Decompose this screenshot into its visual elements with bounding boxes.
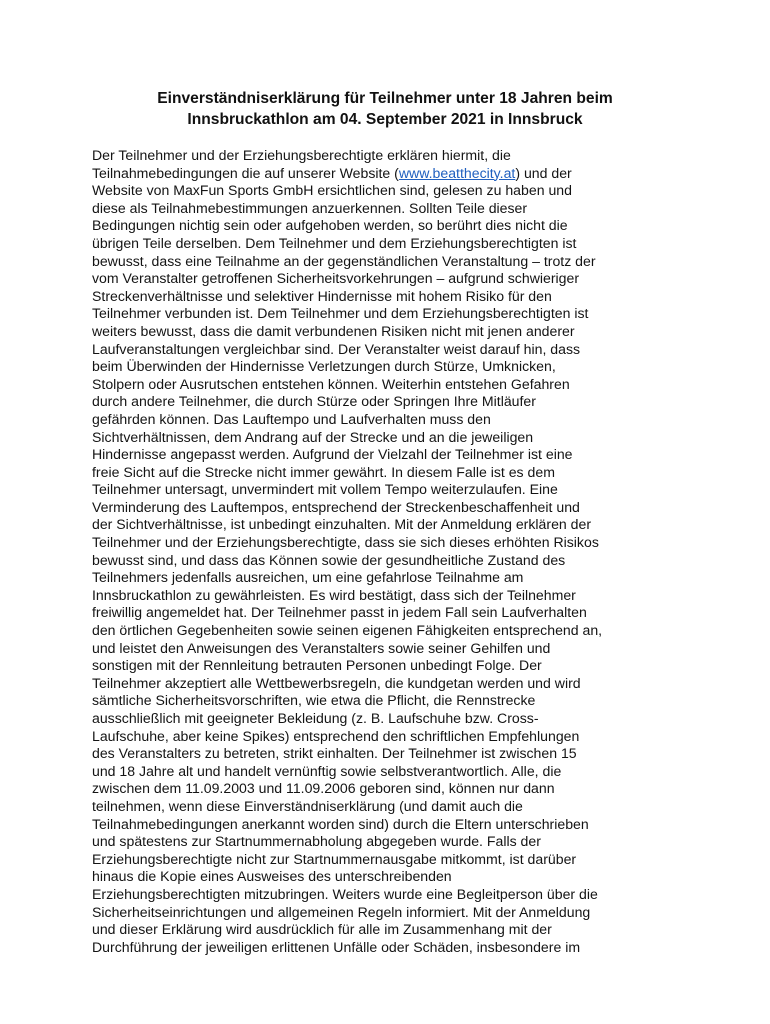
body-line: Erziehungsberechtigte nicht zur Startnummernausgabe mitkommt, ist darüber (92, 850, 577, 867)
body-line: Sichtverhältnissen, dem Andrang auf der Strecke und an die jeweiligen (92, 428, 534, 445)
body-line: Hindernisse angepasst werden. Aufgrund der Vielzahl der Teilnehmer ist eine (92, 446, 573, 463)
body-line: Durchführung der jeweiligen erlittenen Unfälle oder Schäden, insbesondere im (92, 938, 581, 955)
body-line: Verminderung des Lauftempos, entsprechend der Streckenbeschaffenheit und (92, 498, 580, 515)
body-line: den örtlichen Gegebenheiten sowie seinen eigenen Fähigkeiten entsprechend an, (92, 622, 603, 639)
body-line: Stolpern oder Ausrutschen entstehen können. Weiterhin entstehen Gefahren (92, 375, 570, 392)
body-line: durch andere Teilnehmer, die durch Stürze oder Springen Ihre Mitläufer (92, 393, 536, 410)
body-line: weiters bewusst, dass die damit verbundenen Risiken nicht mit jenen anderer (92, 322, 575, 339)
body-line: übrigen Teile derselben. Dem Teilnehmer und dem Erziehungsberechtigten ist (92, 234, 577, 251)
body-line: Teilnehmer untersagt, unvermindert mit vollem Tempo weiterzulaufen. Eine (92, 481, 558, 498)
body-line: sonstigen mit der Rennleitung betrauten Personen unbedingt Folge. Der (92, 657, 542, 674)
body-line: ausschließlich mit geeigneter Bekleidung (z. B. Laufschuhe bzw. Cross- (92, 710, 539, 726)
website-link[interactable]: www.beatthecity.at (398, 164, 516, 181)
link-prefix-text: Teilnahmebedingungen die auf unserer Website ( (92, 164, 399, 181)
body-line: zwischen dem 11.09.2003 und 11.09.2006 geboren sind, können nur dann (92, 780, 555, 797)
body-line-with-link (92, 165, 692, 183)
body-line: und 18 Jahre alt und handelt vernünftig sowie selbstverantwortlich. Alle, die (92, 762, 562, 779)
body-line: teilnehmen, wenn diese Einverständniserklärung (und damit auch die (92, 797, 523, 814)
body-line: freie Sicht auf die Strecke nicht immer gewährt. In diesem Falle ist es dem (92, 463, 555, 480)
body-line: bewusst sind, und dass das Können sowie der gesundheitliche Zustand des (92, 551, 566, 568)
body-line: Bedingungen nichtig sein oder aufgehoben werden, so berührt dies nicht die (92, 217, 568, 234)
body-line: hinaus die Kopie eines Ausweises des unterschreibenden (92, 868, 452, 885)
body-line: Teilnehmer akzeptiert alle Wettbewerbsregeln, die kundgetan werden und wird (92, 674, 581, 691)
body-line: und dieser Erklärung wird ausdrücklich für alle im Zusammenhang mit der (92, 921, 552, 938)
body-line: gefährden können. Das Lauftempo und Laufverhalten muss den (92, 410, 491, 427)
document-body (92, 147, 692, 956)
body-line: Streckenverhältnisse und selektiver Hindernisse mit hohem Risiko für den (92, 287, 552, 304)
body-line: der Sichtverhältnisse, ist unbedingt einzuhalten. Mit der Anmeldung erklären der (92, 516, 592, 533)
body-line: Teilnehmer und der Erziehungsberechtigte, dass sie sich dieses erhöhten Risikos (92, 534, 599, 551)
document-title (60, 88, 710, 130)
body-line: Laufschuhe, aber keine Spikes) entsprechend den schriftlichen Empfehlungen (92, 727, 580, 744)
body-line: und spätestens zur Startnummernabholung abgegeben wurde. Falls der (92, 833, 541, 850)
title-line-2: Innsbruckathlon am 04. September 2021 in Innsbruck (187, 111, 583, 128)
body-line: des Veranstalters zu betreten, strikt einhalten. Der Teilnehmer ist zwischen 15 (92, 745, 577, 762)
body-line: vom Veranstalter getroffenen Sicherheitsvorkehrungen – aufgrund schwieriger (92, 270, 580, 287)
body-line: und leistet den Anweisungen des Veranstalters sowie seiner Gehilfen und (92, 639, 551, 656)
body-line: beim Überwinden der Hindernisse Verletzungen durch Stürze, Umknicken, (92, 358, 556, 375)
link-suffix-text: ) und der (515, 164, 572, 181)
body-line: Teilnehmers jedenfalls ausreichen, um eine gefahrlose Teilnahme am (92, 569, 524, 586)
body-line: sämtliche Sicherheitsvorschriften, wie etwa die Pflicht, die Rennstrecke (92, 692, 536, 709)
body-line: Website von MaxFun Sports GmbH ersichtlichen sind, gelesen zu haben und (92, 182, 572, 199)
body-line: freiwillig angemeldet hat. Der Teilnehmer passt in jedem Fall sein Laufverhalten (92, 604, 587, 621)
body-line: Der Teilnehmer und der Erziehungsberechtigte erklären hiermit, die (92, 147, 511, 163)
body-line: Innsbruckathlon zu gewährleisten. Es wird bestätigt, dass sich der Teilnehmer (92, 586, 576, 603)
body-line: Sicherheitseinrichtungen und allgemeinen Regeln informiert. Mit der Anmeldung (92, 903, 591, 920)
body-line: Teilnehmer verbunden ist. Dem Teilnehmer und dem Erziehungsberechtigten ist (92, 305, 589, 322)
body-line: bewusst, dass eine Teilnahme an der gegenständlichen Veranstaltung – trotz der (92, 252, 596, 269)
body-line: Laufveranstaltungen vergleichbar sind. Der Veranstalter weist darauf hin, dass (92, 340, 581, 357)
body-line: diese als Teilnahmebestimmungen anzuerkennen. Sollten Teile dieser (92, 199, 528, 216)
title-line-1: Einverständniserklärung für Teilnehmer unter 18 Jahren beim (157, 90, 613, 107)
body-line: Erziehungsberechtigten mitzubringen. Weiters wurde eine Begleitperson über die (92, 885, 598, 902)
body-line: Teilnahmebedingungen anerkannt worden sind) durch die Eltern unterschrieben (92, 815, 589, 832)
